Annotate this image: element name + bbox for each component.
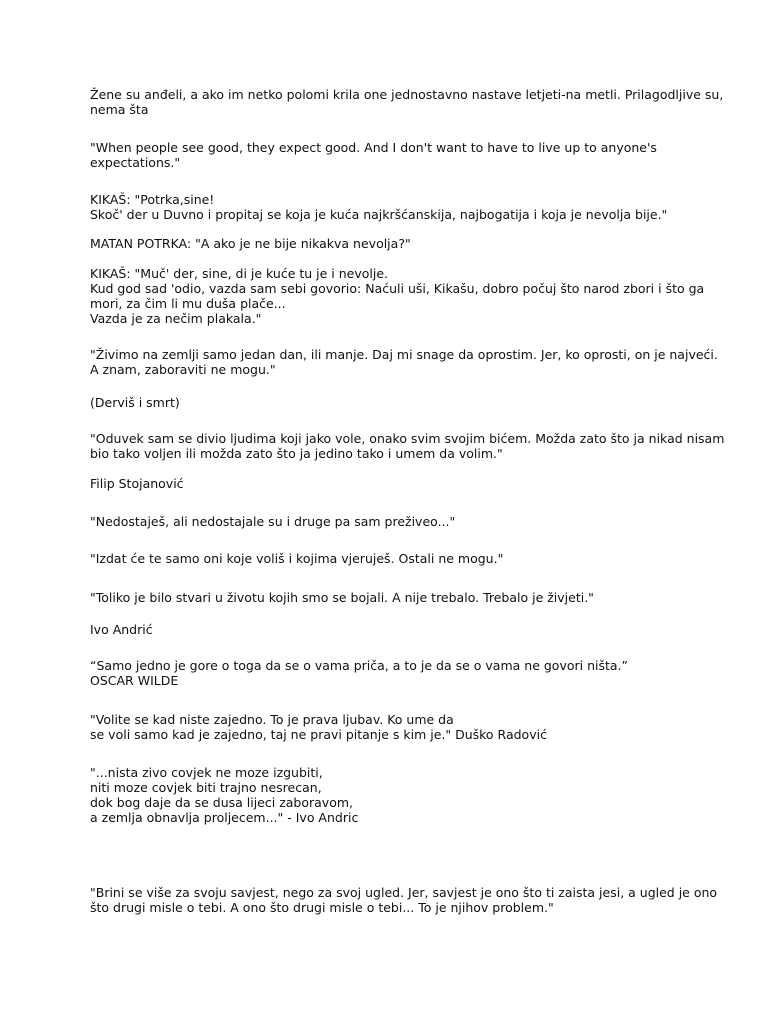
paragraph-nista: [90, 765, 690, 825]
text-line: dok bog daje da se dusa lijeci zaboravom,: [90, 795, 353, 810]
paragraph-kikas-2: [90, 266, 705, 326]
paragraph-zene: [90, 87, 724, 117]
text-line: mori, za čim li mu duša plače...: [90, 296, 286, 311]
paragraph-nedostajes: [90, 514, 690, 529]
text-line: MATAN POTRKA: "A ako je ne bije nikakva nevolja?": [90, 236, 411, 251]
text-line: "Izdat će te samo oni koje voliš i kojima vjeruješ. Ostali ne mogu.": [90, 551, 504, 566]
text-line: Skoč' der u Duvno i propitaj se koja je kuća najkršćanskija, najbogatija i koja je nevolja bije.": [90, 207, 668, 222]
paragraph-filip: [90, 476, 690, 491]
paragraph-kikas-1: [90, 192, 690, 222]
text-line: A znam, zaboraviti ne mogu.": [90, 362, 276, 377]
text-line: Filip Stojanović: [90, 476, 184, 491]
text-line: "Toliko je bilo stvari u životu kojih smo se bojali. A nije trebalo. Trebalo je živjeti.": [90, 590, 594, 605]
text-line: "Volite se kad niste zajedno. To je prava ljubav. Ko ume da: [90, 712, 454, 727]
text-line: što drugi misle o tebi. A ono što drugi misle o tebi... To je njihov problem.": [90, 900, 554, 915]
paragraph-oduvek: [90, 431, 725, 461]
text-line: Žene su anđeli, a ako im netko polomi krila one jednostavno nastave letjeti-na metli. Prilagodljive su,: [90, 87, 724, 102]
text-line: KIKAŠ: "Potrka,sine!: [90, 192, 215, 207]
paragraph-volite: [90, 712, 690, 742]
text-line: expectations.": [90, 155, 181, 170]
text-line: "Živimo na zemlji samo jedan dan, ili manje. Daj mi snage da oprostim. Jer, ko oprosti, on je najveći.: [90, 347, 718, 362]
text-line: OSCAR WILDE: [90, 673, 179, 688]
text-line: "Brini se više za svoju savjest, nego za svoj ugled. Jer, savjest je ono što ti zaista jesi, a ugled je ono: [90, 885, 718, 900]
paragraph-toliko: [90, 590, 690, 605]
paragraph-brini: [90, 885, 718, 915]
paragraph-ivo-andric: [90, 622, 690, 637]
text-line: bio tako voljen ili možda zato što ja jedino tako i umem da volim.": [90, 446, 503, 461]
paragraph-when-people: [90, 140, 690, 170]
text-line: (Derviš i smrt): [90, 395, 180, 410]
paragraph-izdat: [90, 551, 690, 566]
text-line: KIKAŠ: "Muč' der, sine, di je kuće tu je i nevolje.: [90, 266, 389, 281]
paragraph-dervis: [90, 395, 690, 410]
text-line: Ivo Andrić: [90, 622, 153, 637]
text-line: Kud god sad 'odio, vazda sam sebi govorio: Naćuli uši, Kikašu, dobro počuj što narod zbori i što ga: [90, 281, 705, 296]
text-line: “Samo jedno je gore o toga da se o vama priča, a to je da se o vama ne govori ništa.”: [90, 658, 628, 673]
text-line: Vazda je za nečim plakala.": [90, 311, 262, 326]
text-line: a zemlja obnavlja proljecem..." - Ivo Andric: [90, 810, 359, 825]
paragraph-matan: [90, 236, 690, 251]
text-line: "Oduvek sam se divio ljudima koji jako vole, onako svim svojim bićem. Možda zato što ja nikad nisam: [90, 431, 725, 446]
text-line: "When people see good, they expect good. And I don't want to have to live up to anyone's: [90, 140, 657, 155]
text-line: se voli samo kad je zajedno, taj ne pravi pitanje s kim je." Duško Radović: [90, 727, 547, 742]
text-line: nema šta: [90, 102, 149, 117]
text-line: niti moze covjek biti trajno nesrecan,: [90, 780, 322, 795]
text-line: "Nedostaješ, ali nedostajale su i druge pa sam preživeo...": [90, 514, 456, 529]
text-line: "...nista zivo covjek ne moze izgubiti,: [90, 765, 323, 780]
paragraph-zivimo: [90, 347, 718, 377]
paragraph-samo-jedno: [90, 658, 690, 688]
